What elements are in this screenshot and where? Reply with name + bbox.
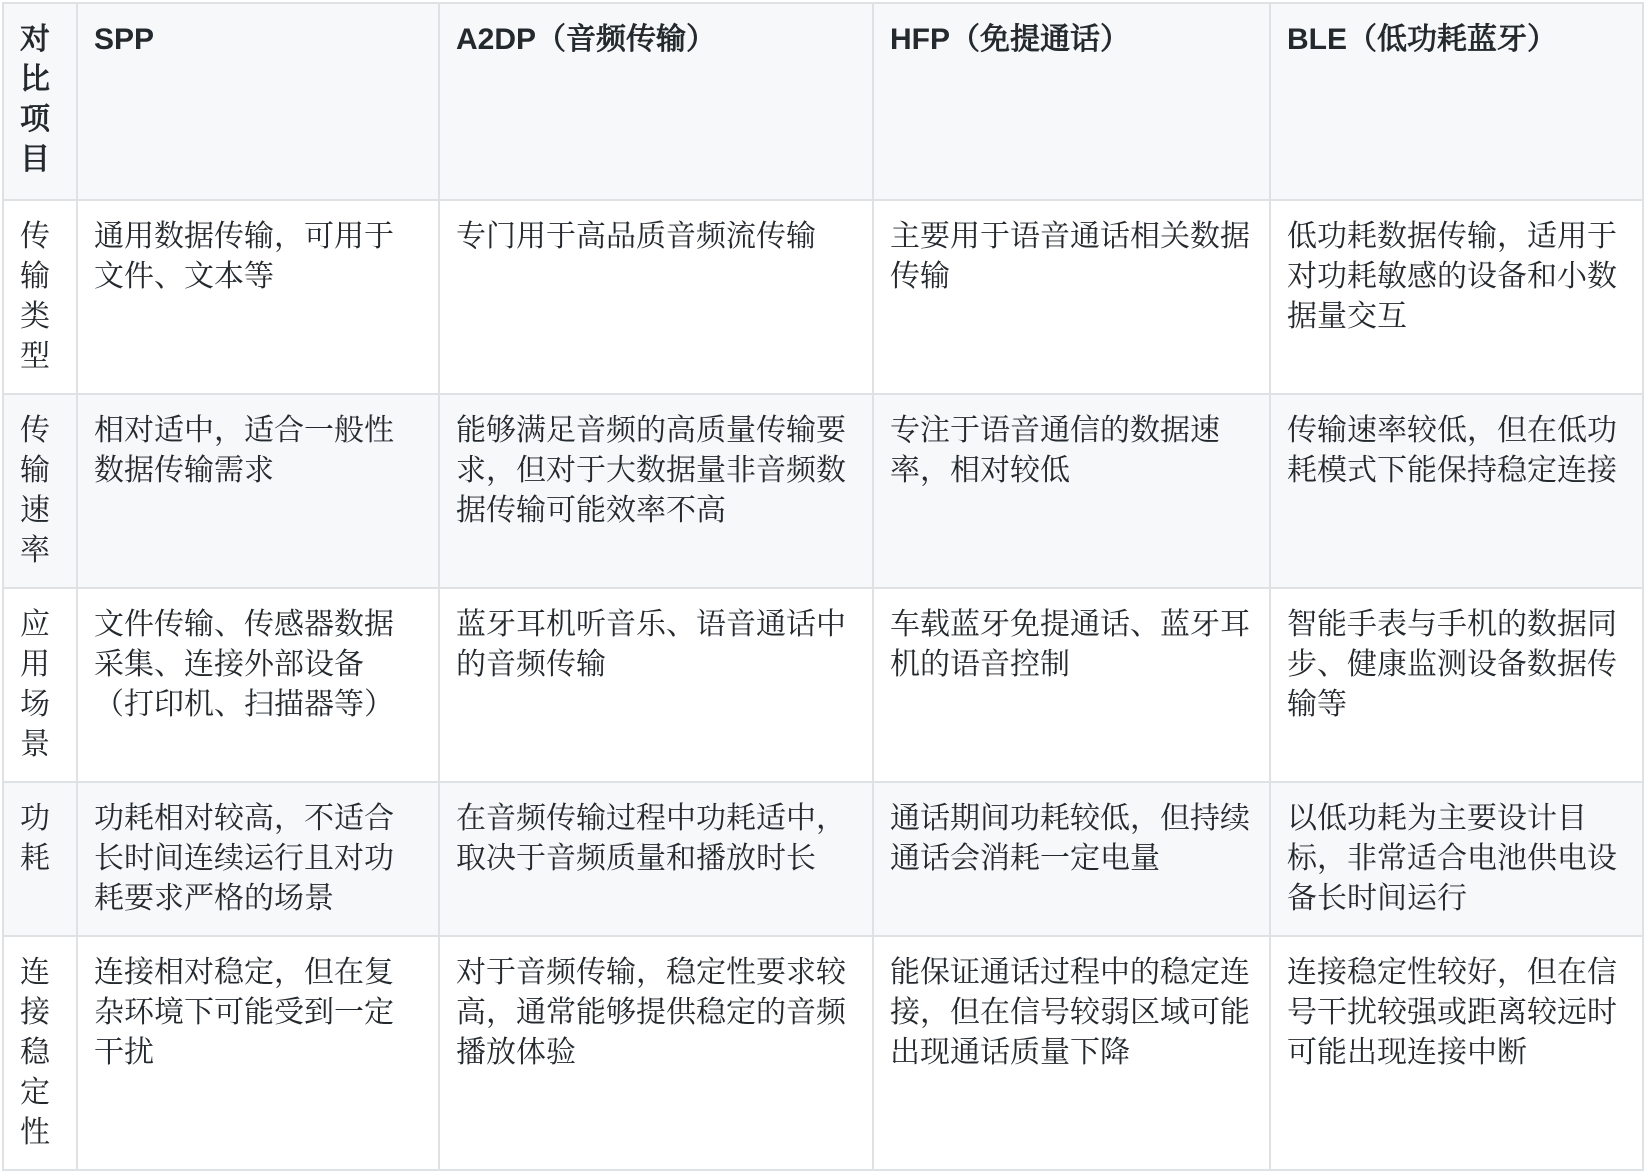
row-label-cell: 传输类型 <box>3 200 77 394</box>
table-cell: 主要用于语音通话相关数据传输 <box>873 200 1270 394</box>
comparison-table <box>2 2 1644 1171</box>
table-cell: 能保证通话过程中的稳定连接，但在信号较弱区域可能出现通话质量下降 <box>873 936 1270 1170</box>
row-label-cell: 功耗 <box>3 782 77 936</box>
table-cell: 蓝牙耳机听音乐、语音通话中的音频传输 <box>439 588 873 782</box>
table-cell: 传输速率较低，但在低功耗模式下能保持稳定连接 <box>1270 394 1643 588</box>
table-row <box>3 936 1643 1170</box>
table-cell: 对于音频传输，稳定性要求较高，通常能够提供稳定的音频播放体验 <box>439 936 873 1170</box>
header-cell: SPP <box>77 3 439 200</box>
row-label-cell: 应用场景 <box>3 588 77 782</box>
row-label-cell: 连接稳定性 <box>3 936 77 1170</box>
table-cell: 以低功耗为主要设计目标，非常适合电池供电设备长时间运行 <box>1270 782 1643 936</box>
table-cell: 文件传输、传感器数据采集、连接外部设备（打印机、扫描器等） <box>77 588 439 782</box>
table-cell: 车载蓝牙免提通话、蓝牙耳机的语音控制 <box>873 588 1270 782</box>
header-cell: BLE（低功耗蓝牙） <box>1270 3 1643 200</box>
header-cell: 对比项目 <box>3 3 77 200</box>
table-cell: 相对适中，适合一般性数据传输需求 <box>77 394 439 588</box>
table-cell: 低功耗数据传输，适用于对功耗敏感的设备和小数据量交互 <box>1270 200 1643 394</box>
row-label-cell: 传输速率 <box>3 394 77 588</box>
header-cell: A2DP（音频传输） <box>439 3 873 200</box>
table-row <box>3 782 1643 936</box>
table-cell: 连接稳定性较好，但在信号干扰较强或距离较远时可能出现连接中断 <box>1270 936 1643 1170</box>
table-cell: 连接相对稳定，但在复杂环境下可能受到一定干扰 <box>77 936 439 1170</box>
table-row <box>3 394 1643 588</box>
table-cell: 专门用于高品质音频流传输 <box>439 200 873 394</box>
table-cell: 通用数据传输，可用于文件、文本等 <box>77 200 439 394</box>
table-cell: 智能手表与手机的数据同步、健康监测设备数据传输等 <box>1270 588 1643 782</box>
table-cell: 能够满足音频的高质量传输要求，但对于大数据量非音频数据传输可能效率不高 <box>439 394 873 588</box>
table-cell: 通话期间功耗较低，但持续通话会消耗一定电量 <box>873 782 1270 936</box>
header-cell: HFP（免提通话） <box>873 3 1270 200</box>
table-cell: 在音频传输过程中功耗适中，取决于音频质量和播放时长 <box>439 782 873 936</box>
header-row <box>3 3 1643 200</box>
table-cell: 专注于语音通信的数据速率，相对较低 <box>873 394 1270 588</box>
table-row <box>3 200 1643 394</box>
table-row <box>3 588 1643 782</box>
table-cell: 功耗相对较高，不适合长时间连续运行且对功耗要求严格的场景 <box>77 782 439 936</box>
